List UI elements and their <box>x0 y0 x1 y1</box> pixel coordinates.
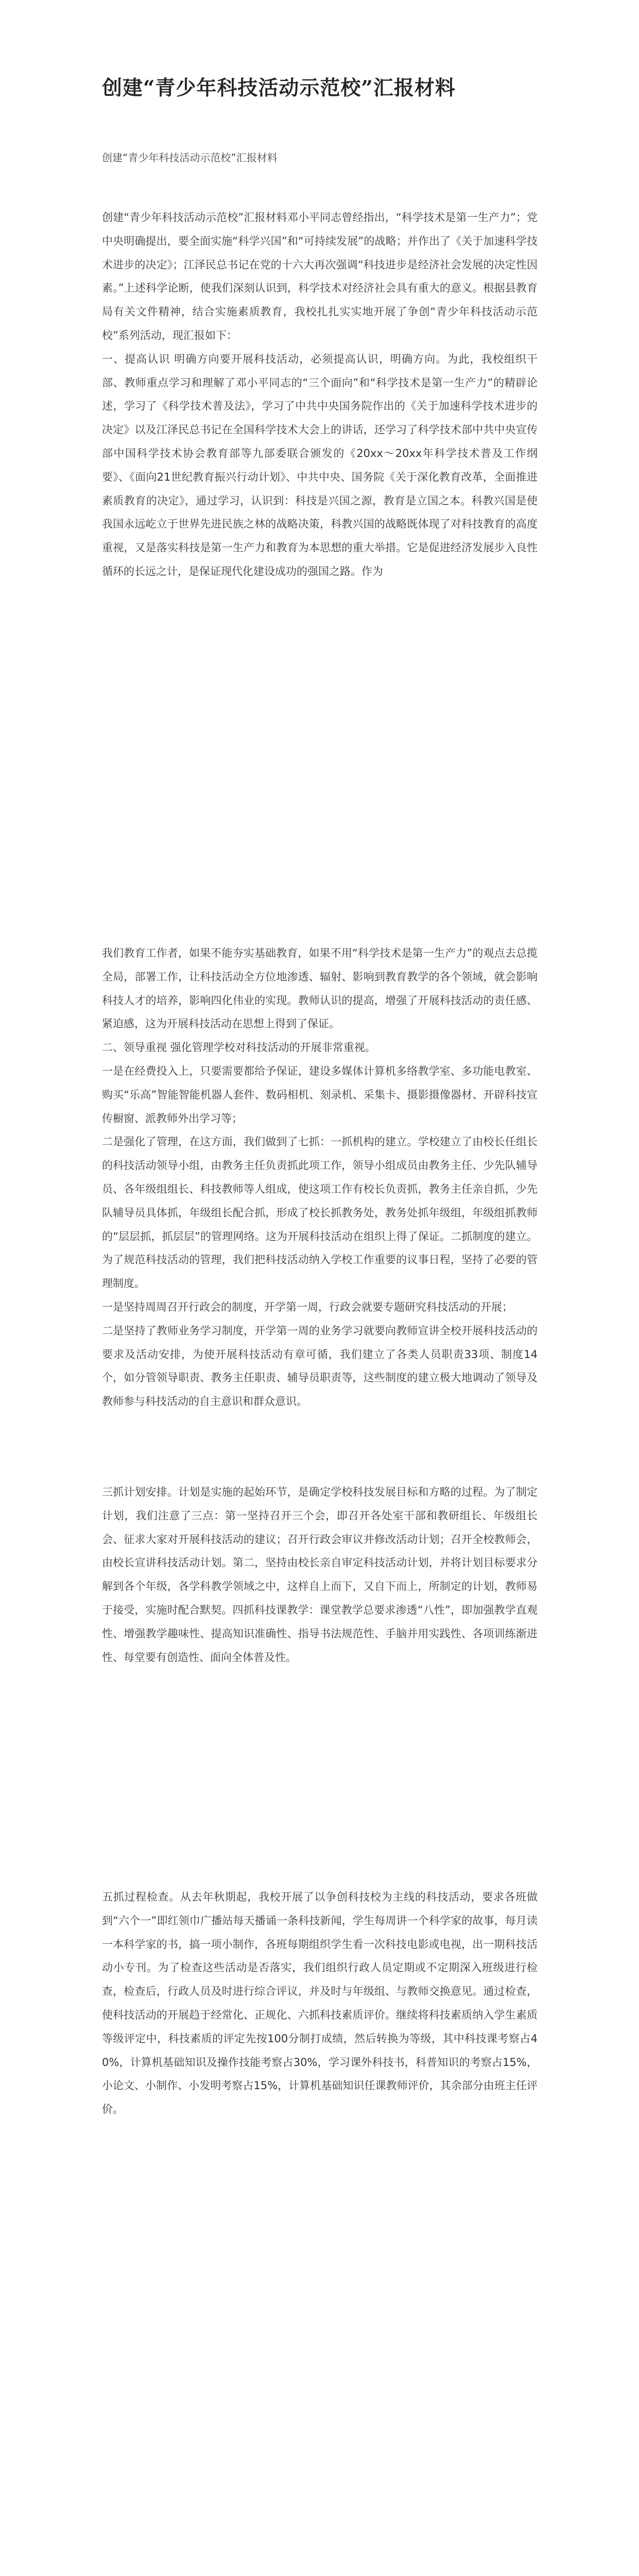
paragraph-continuation: 我们教育工作者，如果不能夯实基础教育，如果不用“科学技术是第一生产力”的观点去总揽全局，部署工作，让科技活动全方位地渗透、辐射、影响到教育教学的各个领域，就会影响科技人才的培养，影响四化伟业的实现。教师认识的提高，增强了开展科技活动的责任感、紧迫感，这为开展科技活动在思想上得到了保证。 <box>102 947 538 1030</box>
paragraph-section-1: 一、提高认识 明确方向要开展科技活动，必须提高认识，明确方向。为此，我校组织干部、教师重点学习和理解了邓小平同志的“三个面向”和“科学技术是第一生产力”的精辟论述，学习了《科学技术普及法》，学习了中共中央国务院作出的《关于加速科学技术进步的决定》以及江泽民总书记在全国科学技术大会上的讲话，还学习了科学技术部中共中央宣传部中国科学技术协会教育部等九部委联合颁发的《20xx～20xx年科学技术普及工作纲要》、《面向21世纪教育振兴行动计划》、中共中央、国务院《关于深化教育改革，全面推进素质教育的决定》，通过学习，认识到：科技是兴国之源，教育是立国之本。科教兴国是使我国永远屹立于世界先进民族之林的战略决策，科教兴国的战略既体现了对科技教育的高度重视，又是落实科技是第一生产力和教育为本思想的重大举措。它是促进经济发展步入良性循环的长远之计，是保证现代化建设成功的强国之路。作为 <box>102 352 538 578</box>
text-block-1 <box>102 206 538 584</box>
paragraph-weekly-meeting: 一是坚持周周召开行政会的制度，开学第一周，行政会就要专题研究科技活动的开展； <box>102 1300 513 1313</box>
paragraph-section-2-heading: 二、领导重视 强化管理学校对科技活动的开展非常重视。 <box>102 1041 376 1054</box>
paragraph-funding: 一是在经费投入上，只要需要都给予保证，建设多媒体计算机多络教学室、多功能电教室、购买“乐高”智能智能机器人套件、数码相机、刻录机、采集卡、摄影摄像器材、开辟科技宣传橱窗、派教师外出学习等； <box>102 1064 538 1125</box>
paragraph-planning: 三抓计划安排。计划是实施的起始环节，是确定学校科技发展目标和方略的过程。为了制定计划，我们注意了三点：第一坚持召开三个会，即召开各处室干部和教研组长、年级组长会、征求大家对开展科技活动的建议；召开行政会审议并修改活动计划；召开全校教师会，由校长宣讲科技活动计划。第二，坚持由校长亲自审定科技活动计划，并将计划目标要求分解到各个年级，各学科教学领域之中，这样自上而下，又自下而上，所制定的计划，教师易于接受，实施时配合默契。四抓科技课教学：课堂教学总要求渗透“八性”，即加强教学直观性、增强教学趣味性、提高知识准确性、指导书法规范性、手脑并用实践性、各项训练渐进性、每堂要有创造性、面向全体普及性。 <box>102 1486 538 1664</box>
paragraph-study-system: 二是坚持了教师业务学习制度，开学第一周的业务学习就要向教师宣讲全校开展科技活动的要求及活动安排，为使开展科技活动有章可循，我们建立了各类人员职责33项、制度14个，如分管领导职责、教务主任职责、辅导员职责等，这些制度的建立极大地调动了领导及教师参与科技活动的自主意识和群众意识。 <box>102 1324 538 1408</box>
document-subtitle: 创建“青少年科技活动示范校”汇报材料 <box>102 151 278 164</box>
paragraph-inspection: 五抓过程检查。从去年秋期起，我校开展了以争创科技校为主线的科技活动，要求各班做到“六个一”即红领巾广播站每天播诵一条科技新闻，学生每周讲一个科学家的故事，每月读一本科学家的书，搞一项小制作，各班每期组织学生看一次科技电影或电视，出一期科技活动小专刊。为了检查这些活动是否落实，我们组织行政人员定期或不定期深入班级进行检查，检查后，行政人员及时进行综合评议，并及时与年级组、与教师交换意见。通过检查，使科技活动的开展趋于经常化、正规化、六抓科技素质评价。继续将科技素质纳入学生素质等级评定中，科技素质的评定先按100分制打成绩，然后转换为等级，其中科技课考察占40%，计算机基础知识及操作技能考察占30%，学习课外科技书，科普知识的考察占15%，小论文、小制作、小发明考察占15%，计算机基础知识任课教师评价，其余部分由班主任评价。 <box>102 1891 538 2116</box>
text-block-2 <box>102 942 538 1414</box>
paragraph-management: 二是强化了管理，在这方面，我们做到了七抓：一抓机构的建立。学校建立了由校长任组长的科技活动领导小组，由教务主任负责抓此项工作，领导小组成员由教务主任、少先队辅导员、各年级组组长、科技教师等人组成，使这项工作有校长负责抓，教务主任亲自抓，少先队辅导员具体抓，年级组长配合抓，形成了校长抓教务处，教务处抓年级组，年级组抓教师的“层层抓，抓层层”的管理网络。这为开展科技活动在组织上得了保证。二抓制度的建立。为了规范科技活动的管理，我们把科技活动纳入学校工作重要的议事日程，坚持了必要的管理制度。 <box>102 1136 538 1290</box>
document-title: 创建“青少年科技活动示范校”汇报材料 <box>102 76 456 100</box>
text-block-4 <box>102 1886 538 2122</box>
text-block-3 <box>102 1481 538 1669</box>
paragraph-intro: 创建“青少年科技活动示范校”汇报材料邓小平同志曾经指出，“科学技术是第一生产力”；党中央明确提出，要全面实施“科学兴国”和“可持续发展”的战略；并作出了《关于加速科学技术进步的决定》；江泽民总书记在党的十六大再次强调“科技进步是经济社会发展的决定性因素。”上述科学论断，使我们深刻认识到，科学技术对经济社会具有重大的意义。根据县教育局有关文件精神，结合实施素质教育，我校扎扎实实地开展了争创“青少年科技活动示范校”系列活动，现汇报如下： <box>102 211 538 342</box>
